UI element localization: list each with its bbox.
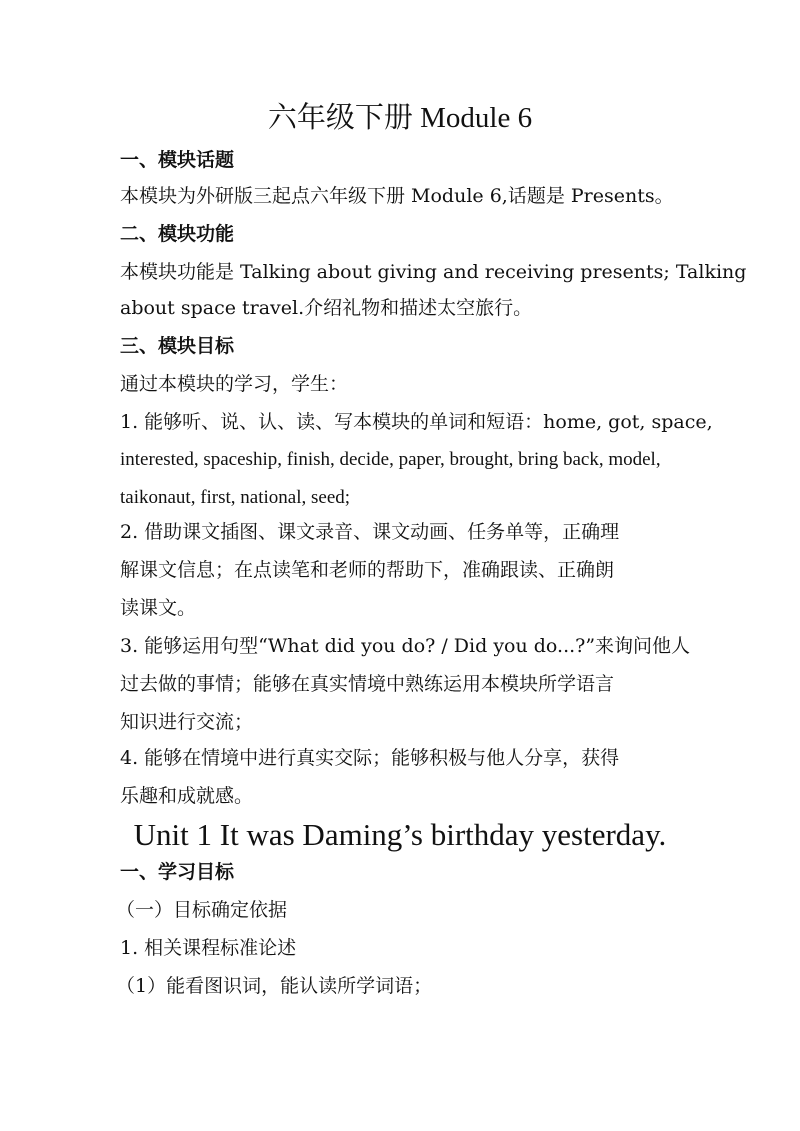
goal-item-2-line-1: 2. 借助课文插图、课文录音、课文动画、任务单等，正确理: [120, 521, 620, 543]
goal-item-3-line-2: 过去做的事情；能够在真实情境中熟练运用本模块所学语言: [120, 673, 615, 695]
goal-item-3-line-3: 知识进行交流；: [120, 711, 254, 733]
section-heading-topic: 一、模块话题: [120, 149, 235, 171]
goals-intro: 通过本模块的学习，学生：: [120, 373, 349, 395]
section-heading-function: 二、模块功能: [120, 223, 235, 245]
function-text-line-1: 本模块功能是 Talking about giving and receiving presents; Talking: [120, 261, 747, 283]
unit-heading-objectives: 一、学习目标: [120, 861, 235, 883]
goal-item-3-line-1: 3. 能够运用句型“What did you do? / Did you do...?”来询问他人: [120, 635, 691, 657]
goal-item-4-line-1: 4. 能够在情境中进行真实交际；能够积极与他人分享，获得: [120, 747, 620, 769]
goal-item-2-line-3: 读课文。: [120, 597, 197, 619]
unit-item-1-sub-1: （1）能看图识词，能认读所学词语；: [116, 975, 433, 997]
unit-subheading-basis: （一）目标确定依据: [116, 899, 288, 921]
document-title: 六年级下册 Module 6: [267, 102, 533, 134]
goal-item-4-line-2: 乐趣和成就感。: [120, 785, 254, 807]
topic-text: 本模块为外研版三起点六年级下册 Module 6,话题是 Presents。: [120, 185, 674, 207]
goal-item-2-line-2: 解课文信息；在点读笔和老师的帮助下，准确跟读、正确朗: [120, 559, 615, 581]
goal-item-1-line-1: 1. 能够听、说、认、读、写本模块的单词和短语：home, got, space,: [120, 411, 713, 433]
unit-title: Unit 1 It was Daming’s birthday yesterday.: [133, 817, 667, 852]
function-text-line-2: about space travel.介绍礼物和描述太空旅行。: [120, 297, 533, 319]
goal-item-1-line-2: interested, spaceship, finish, decide, paper, brought, bring back, model,: [120, 449, 661, 470]
unit-item-1: 1. 相关课程标准论述: [120, 937, 297, 959]
section-heading-goals: 三、模块目标: [120, 335, 235, 357]
goal-item-1-line-3: taikonaut, first, national, seed;: [120, 487, 351, 508]
